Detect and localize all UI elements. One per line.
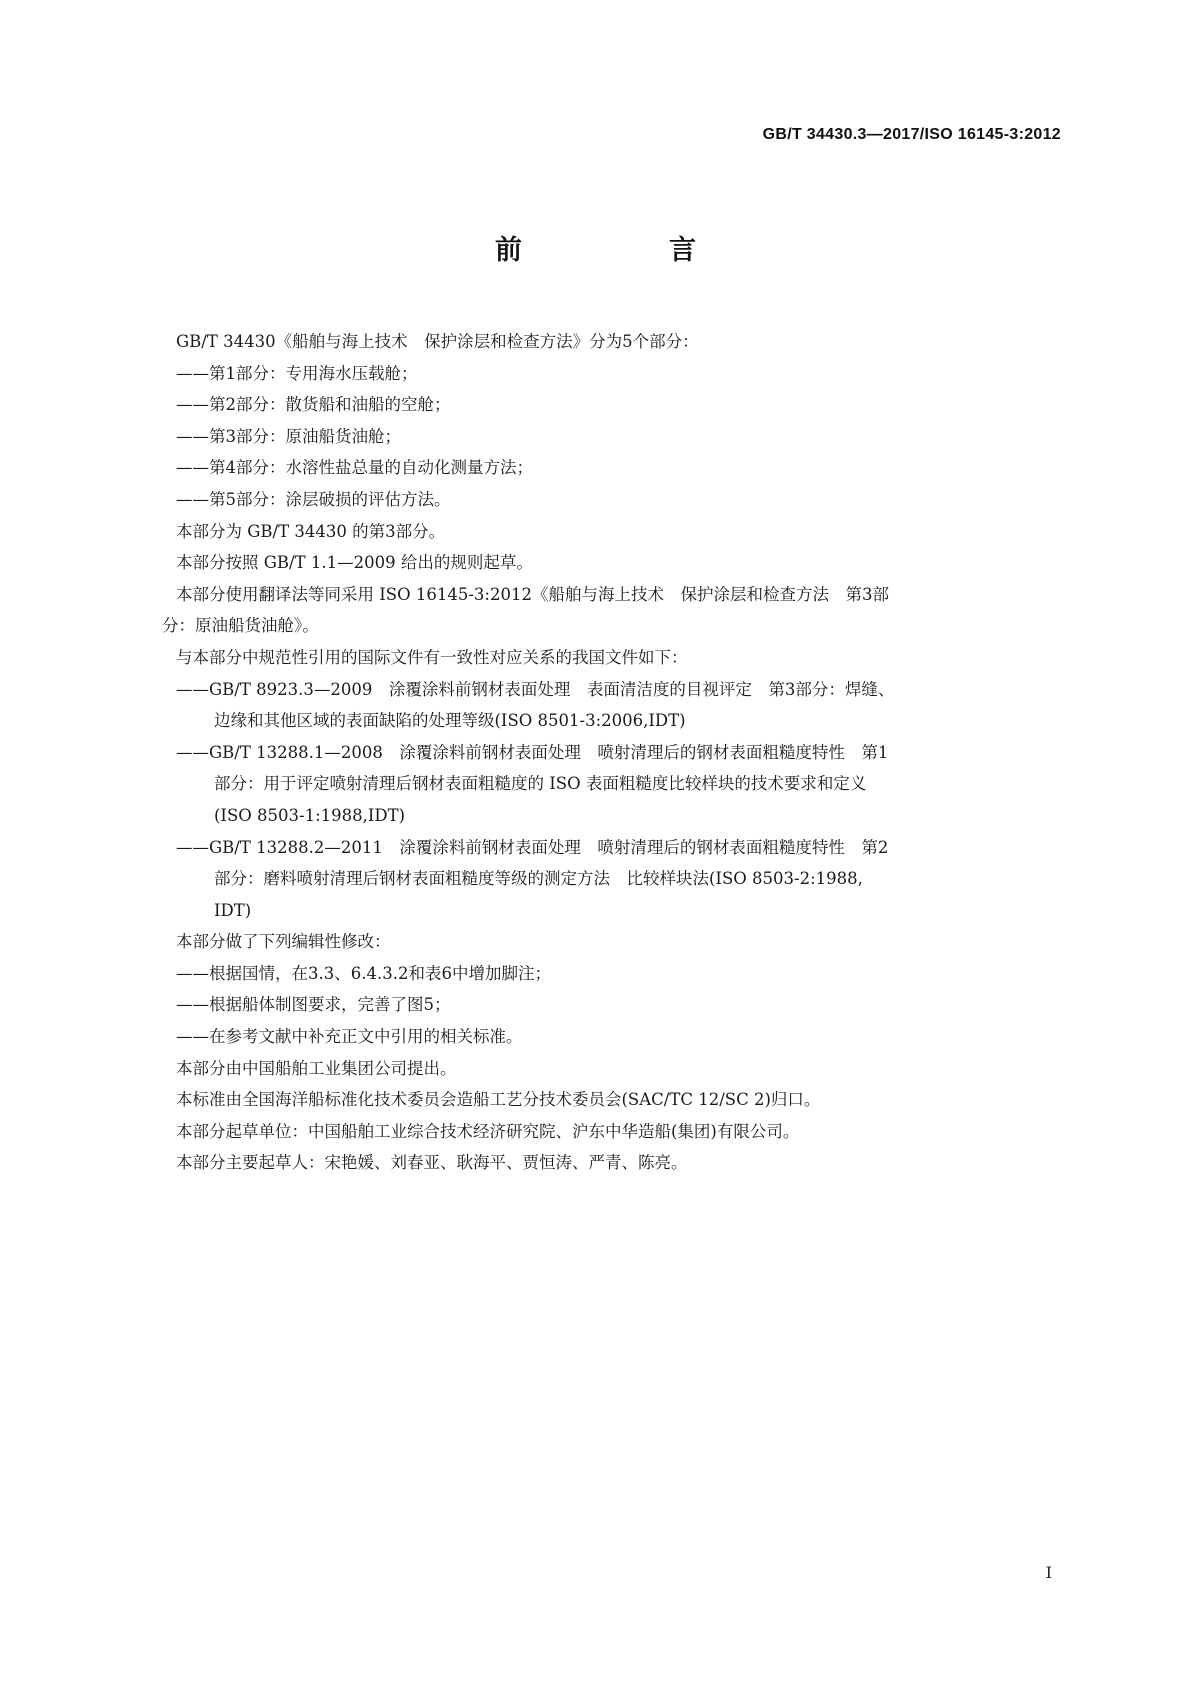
edit-list-item: ——根据船体制图要求，完善了图5； [176, 995, 451, 1015]
reference-item-continuation: 边缘和其他区域的表面缺陷的处理等级(ISO 8501-3:2006,IDT) [214, 711, 686, 731]
reference-item-continuation: 部分：用于评定喷射清理后钢材表面粗糙度的 ISO 表面粗糙度比较样块的技术要求和定义 [214, 774, 867, 794]
reference-item-continuation: IDT) [214, 900, 252, 920]
reference-item-line: ——GB/T 13288.1—2008 涂覆涂料前钢材表面处理 喷射清理后的钢材表面粗糙度特性 第1 [176, 742, 889, 762]
page-title: 前 言 [495, 235, 756, 266]
adoption-statement-line2: 分：原油船货油舱》。 [162, 616, 319, 636]
foreword-body [162, 326, 1056, 1179]
part-list-item: ——第1部分：专用海水压载舱； [176, 363, 418, 383]
part-statement: 本部分为 GB/T 34430 的第3部分。 [176, 521, 446, 541]
proposer-statement: 本部分由中国船舶工业集团公司提出。 [176, 1058, 457, 1078]
part-list-item: ——第5部分：涂层破损的评估方法。 [176, 489, 451, 509]
reference-item-continuation: 部分：磨料喷射清理后钢材表面粗糙度等级的测定方法 比较样块法(ISO 8503-2:1988, [214, 869, 863, 889]
references-intro: 与本部分中规范性引用的国际文件有一致性对应关系的我国文件如下： [176, 647, 688, 667]
standard-code-header: GB/T 34430.3—2017/ISO 16145-3:2012 [762, 126, 1061, 143]
committee-statement: 本标准由全国海洋船标准化技术委员会造船工艺分技术委员会(SAC/TC 12/SC 2)归口。 [176, 1090, 821, 1110]
edits-intro: 本部分做了下列编辑性修改： [176, 932, 391, 952]
drafting-rules-statement: 本部分按照 GB/T 1.1—2009 给出的规则起草。 [176, 553, 533, 573]
drafters-statement: 本部分主要起草人：宋艳媛、刘春亚、耿海平、贾恒涛、严青、陈亮。 [176, 1153, 688, 1173]
edit-list-item: ——在参考文献中补充正文中引用的相关标准。 [176, 1027, 523, 1047]
adoption-statement-line1: 本部分使用翻译法等同采用 ISO 16145-3:2012《船舶与海上技术 保护涂层和检查方法 第3部 [176, 584, 889, 604]
page-number: I [1045, 1563, 1052, 1582]
part-list-item: ——第3部分：原油船货油舱； [176, 426, 401, 446]
intro-paragraph: GB/T 34430《船舶与海上技术 保护涂层和检查方法》分为5个部分： [176, 332, 699, 351]
drafting-units-statement: 本部分起草单位：中国船舶工业综合技术经济研究院、沪东中华造船(集团)有限公司。 [176, 1121, 800, 1141]
edit-list-item: ——根据国情，在3.3、6.4.3.2和表6中增加脚注； [176, 963, 551, 983]
reference-item-continuation: (ISO 8503-1:1988,IDT) [214, 805, 406, 825]
part-list-item: ——第4部分：水溶性盐总量的自动化测量方法； [176, 458, 533, 478]
part-list-item: ——第2部分：散货船和油船的空舱； [176, 395, 451, 415]
reference-item-line: ——GB/T 13288.2—2011 涂覆涂料前钢材表面处理 喷射清理后的钢材表面粗糙度特性 第2 [176, 837, 889, 857]
reference-item-line: ——GB/T 8923.3—2009 涂覆涂料前钢材表面处理 表面清洁度的目视评定 第3部分：焊缝、 [176, 679, 895, 699]
